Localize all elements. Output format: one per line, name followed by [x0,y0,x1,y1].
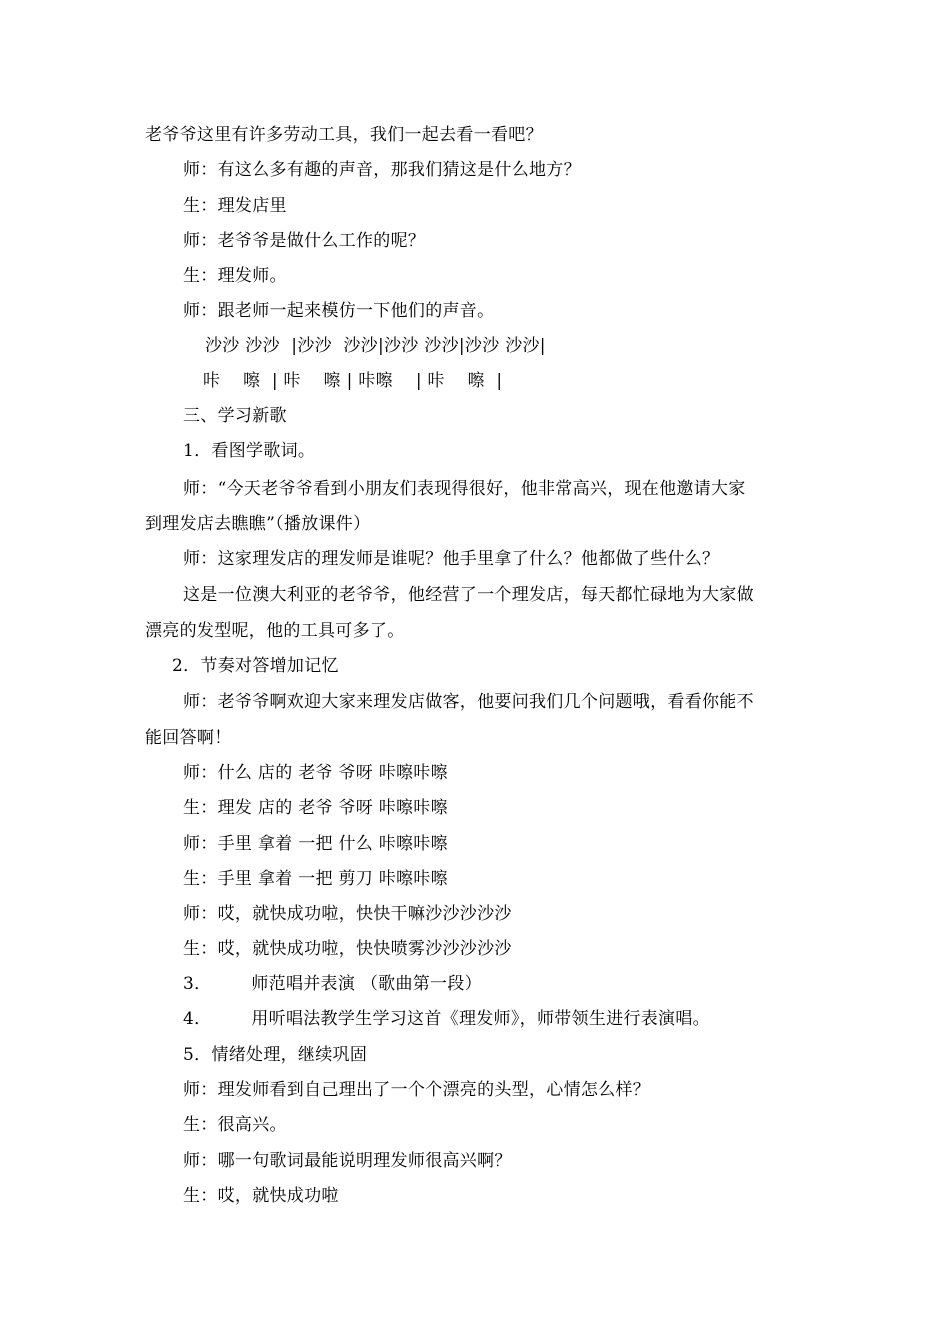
dialogue-line: 生：哎，就快成功啦，快快喷雾沙沙沙沙沙 [183,939,512,959]
text-line: 生：哎，就快成功啦 [183,1186,339,1206]
dialogue-line: 师：什么 店的 老爷 爷呀 咔嚓咔嚓 [183,763,449,783]
step-heading: 2．节奏对答增加记忆 [172,656,339,676]
text-line: 老爷爷这里有许多劳动工具，我们一起去看一看吧？ [145,125,543,145]
text-line: 师：理发师看到自己理出了一个个漂亮的头型，心情怎么样？ [183,1080,651,1100]
text-line: 师：老爷爷啊欢迎大家来理发店做客，他要问我们几个问题哦，看看你能不 [183,692,754,712]
text-line: 生：理发店里 [183,196,287,216]
text-line: 师：跟老师一起来模仿一下他们的声音。 [183,301,495,321]
text-line: 到理发店去瞧瞧”（播放课件） [145,514,371,534]
text-line: 漂亮的发型呢，他的工具可多了。 [145,621,405,641]
text-line: 这是一位澳大利亚的老爷爷，他经营了一个理发店，每天都忙碌地为大家做 [183,585,754,605]
rhythm-line: 咔 嚓 | 咔 嚓 | 咔嚓 | 咔 嚓 | [203,371,503,391]
text-line: 师：哪一句歌词最能说明理发师很高兴啊？ [183,1151,512,1171]
text-line: 生：很高兴。 [183,1115,287,1135]
step-heading: 4． 用听唱法教学生学习这首《理发师》，师带领生进行表演唱。 [183,1009,710,1029]
text-line: 生：理发师。 [183,266,287,286]
dialogue-line: 生：手里 拿着 一把 剪刀 咔嚓咔嚓 [183,869,449,889]
dialogue-line: 师：手里 拿着 一把 什么 咔嚓咔嚓 [183,834,449,854]
step-heading: 5．情绪处理，继续巩固 [183,1045,368,1065]
rhythm-line: 沙沙 沙沙 |沙沙 沙沙|沙沙 沙沙|沙沙 沙沙| [205,336,546,356]
text-line: 师：老爷爷是做什么工作的呢？ [183,231,426,251]
text-line: 能回答啊！ [145,728,232,748]
section-heading: 三、学习新歌 [183,406,287,426]
step-heading: 3． 师范唱并表演 （歌曲第一段） [183,974,482,994]
dialogue-line: 师：哎，就快成功啦，快快干嘛沙沙沙沙沙 [183,904,512,924]
text-line: 师：有这么多有趣的声音，那我们猜这是什么地方？ [183,160,581,180]
step-heading: 1．看图学歌词。 [183,441,316,461]
dialogue-line: 生：理发 店的 老爷 爷呀 咔嚓咔嚓 [183,798,449,818]
text-line: 师：这家理发店的理发师是谁呢？他手里拿了什么？他都做了些什么？ [183,549,720,569]
text-line: 师：“今天老爷爷看到小朋友们表现得很好，他非常高兴，现在他邀请大家 [183,479,746,499]
